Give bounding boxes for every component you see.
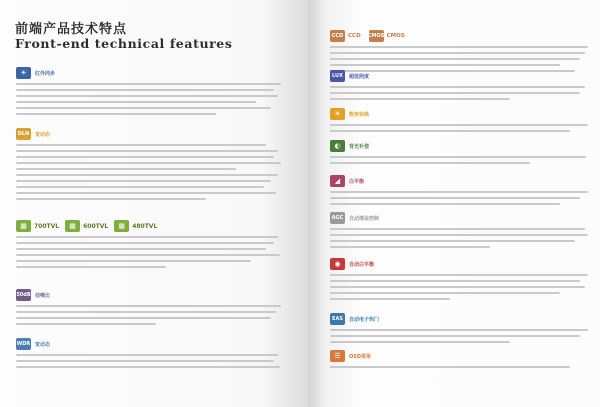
section-heading: 信噪比 <box>35 292 51 299</box>
section-agc <box>330 212 592 252</box>
tvl-480-icon: ▦ <box>114 220 129 232</box>
section-ir-sync <box>16 67 286 119</box>
tvl-480: ▦ 480TVL <box>114 220 157 232</box>
section-wdr <box>16 338 286 372</box>
page-title-zh: 前端产品技术特点 <box>15 22 128 37</box>
section-heading: 宽动态 <box>35 341 51 348</box>
section-body <box>330 124 592 132</box>
lux-icon: LUX <box>330 70 345 82</box>
section-snr <box>16 289 286 329</box>
section-heading: 白平衡 <box>349 178 365 185</box>
section-heading: 自动电子快门 <box>349 316 380 323</box>
section-body <box>330 156 592 164</box>
section-white-balance <box>330 175 592 209</box>
white-balance-icon: ◢ <box>330 175 345 187</box>
section-body <box>330 329 592 343</box>
section-heading: 自动白平衡 <box>349 261 375 268</box>
osd-menu-icon: ☰ <box>330 350 345 362</box>
eas-icon: EAS <box>330 313 345 325</box>
section-auto-white-balance <box>330 258 592 304</box>
sun-icon: ☀ <box>330 108 345 120</box>
section-heading: OSD菜单 <box>349 353 372 360</box>
section-body <box>330 46 592 72</box>
section-heading: 红外同步 <box>35 70 56 77</box>
right-page <box>308 0 600 407</box>
section-body <box>16 305 286 325</box>
section-osd <box>330 350 592 372</box>
section-heading: 背光补偿 <box>349 143 370 150</box>
backlight-icon: ◐ <box>330 140 345 152</box>
tvl-700: ▦ 700TVL <box>16 220 59 232</box>
section-body <box>330 366 592 368</box>
section-day-night <box>330 108 592 136</box>
section-body <box>330 274 592 300</box>
section-ccd-cmos: CCD CCD CMOS CMOS <box>330 30 592 76</box>
section-dln <box>16 128 286 204</box>
page-title-en: Front-end technical features <box>15 36 233 51</box>
section-body <box>16 236 286 268</box>
section-tvl <box>16 220 286 272</box>
tvl-600: ▦ 600TVL <box>65 220 108 232</box>
section-body <box>330 191 592 205</box>
section-lux <box>330 70 592 104</box>
section-body <box>16 144 286 200</box>
section-body <box>16 354 286 368</box>
tvl-600-icon: ▦ <box>65 220 80 232</box>
snr-icon: 50dB <box>16 289 31 301</box>
section-body <box>330 86 592 100</box>
cmos-icon: CMOS <box>369 30 384 42</box>
section-backlight <box>330 140 592 168</box>
section-eas <box>330 313 592 347</box>
auto-white-balance-icon: ◉ <box>330 258 345 270</box>
section-heading: 宽动态 <box>35 131 51 138</box>
tvl-700-icon: ▦ <box>16 220 31 232</box>
ccd-icon: CCD <box>330 30 345 42</box>
section-body <box>16 83 286 115</box>
wdr-icon: WDR <box>16 338 31 350</box>
agc-icon: AGC <box>330 212 345 224</box>
section-heading: 自动增益控制 <box>349 215 380 222</box>
section-body <box>330 228 592 248</box>
section-heading: 超低照度 <box>349 73 370 80</box>
section-heading: 数夜转换 <box>349 111 370 118</box>
ir-sync-icon: ☀ <box>16 67 31 79</box>
dln-icon: DLN <box>16 128 31 140</box>
